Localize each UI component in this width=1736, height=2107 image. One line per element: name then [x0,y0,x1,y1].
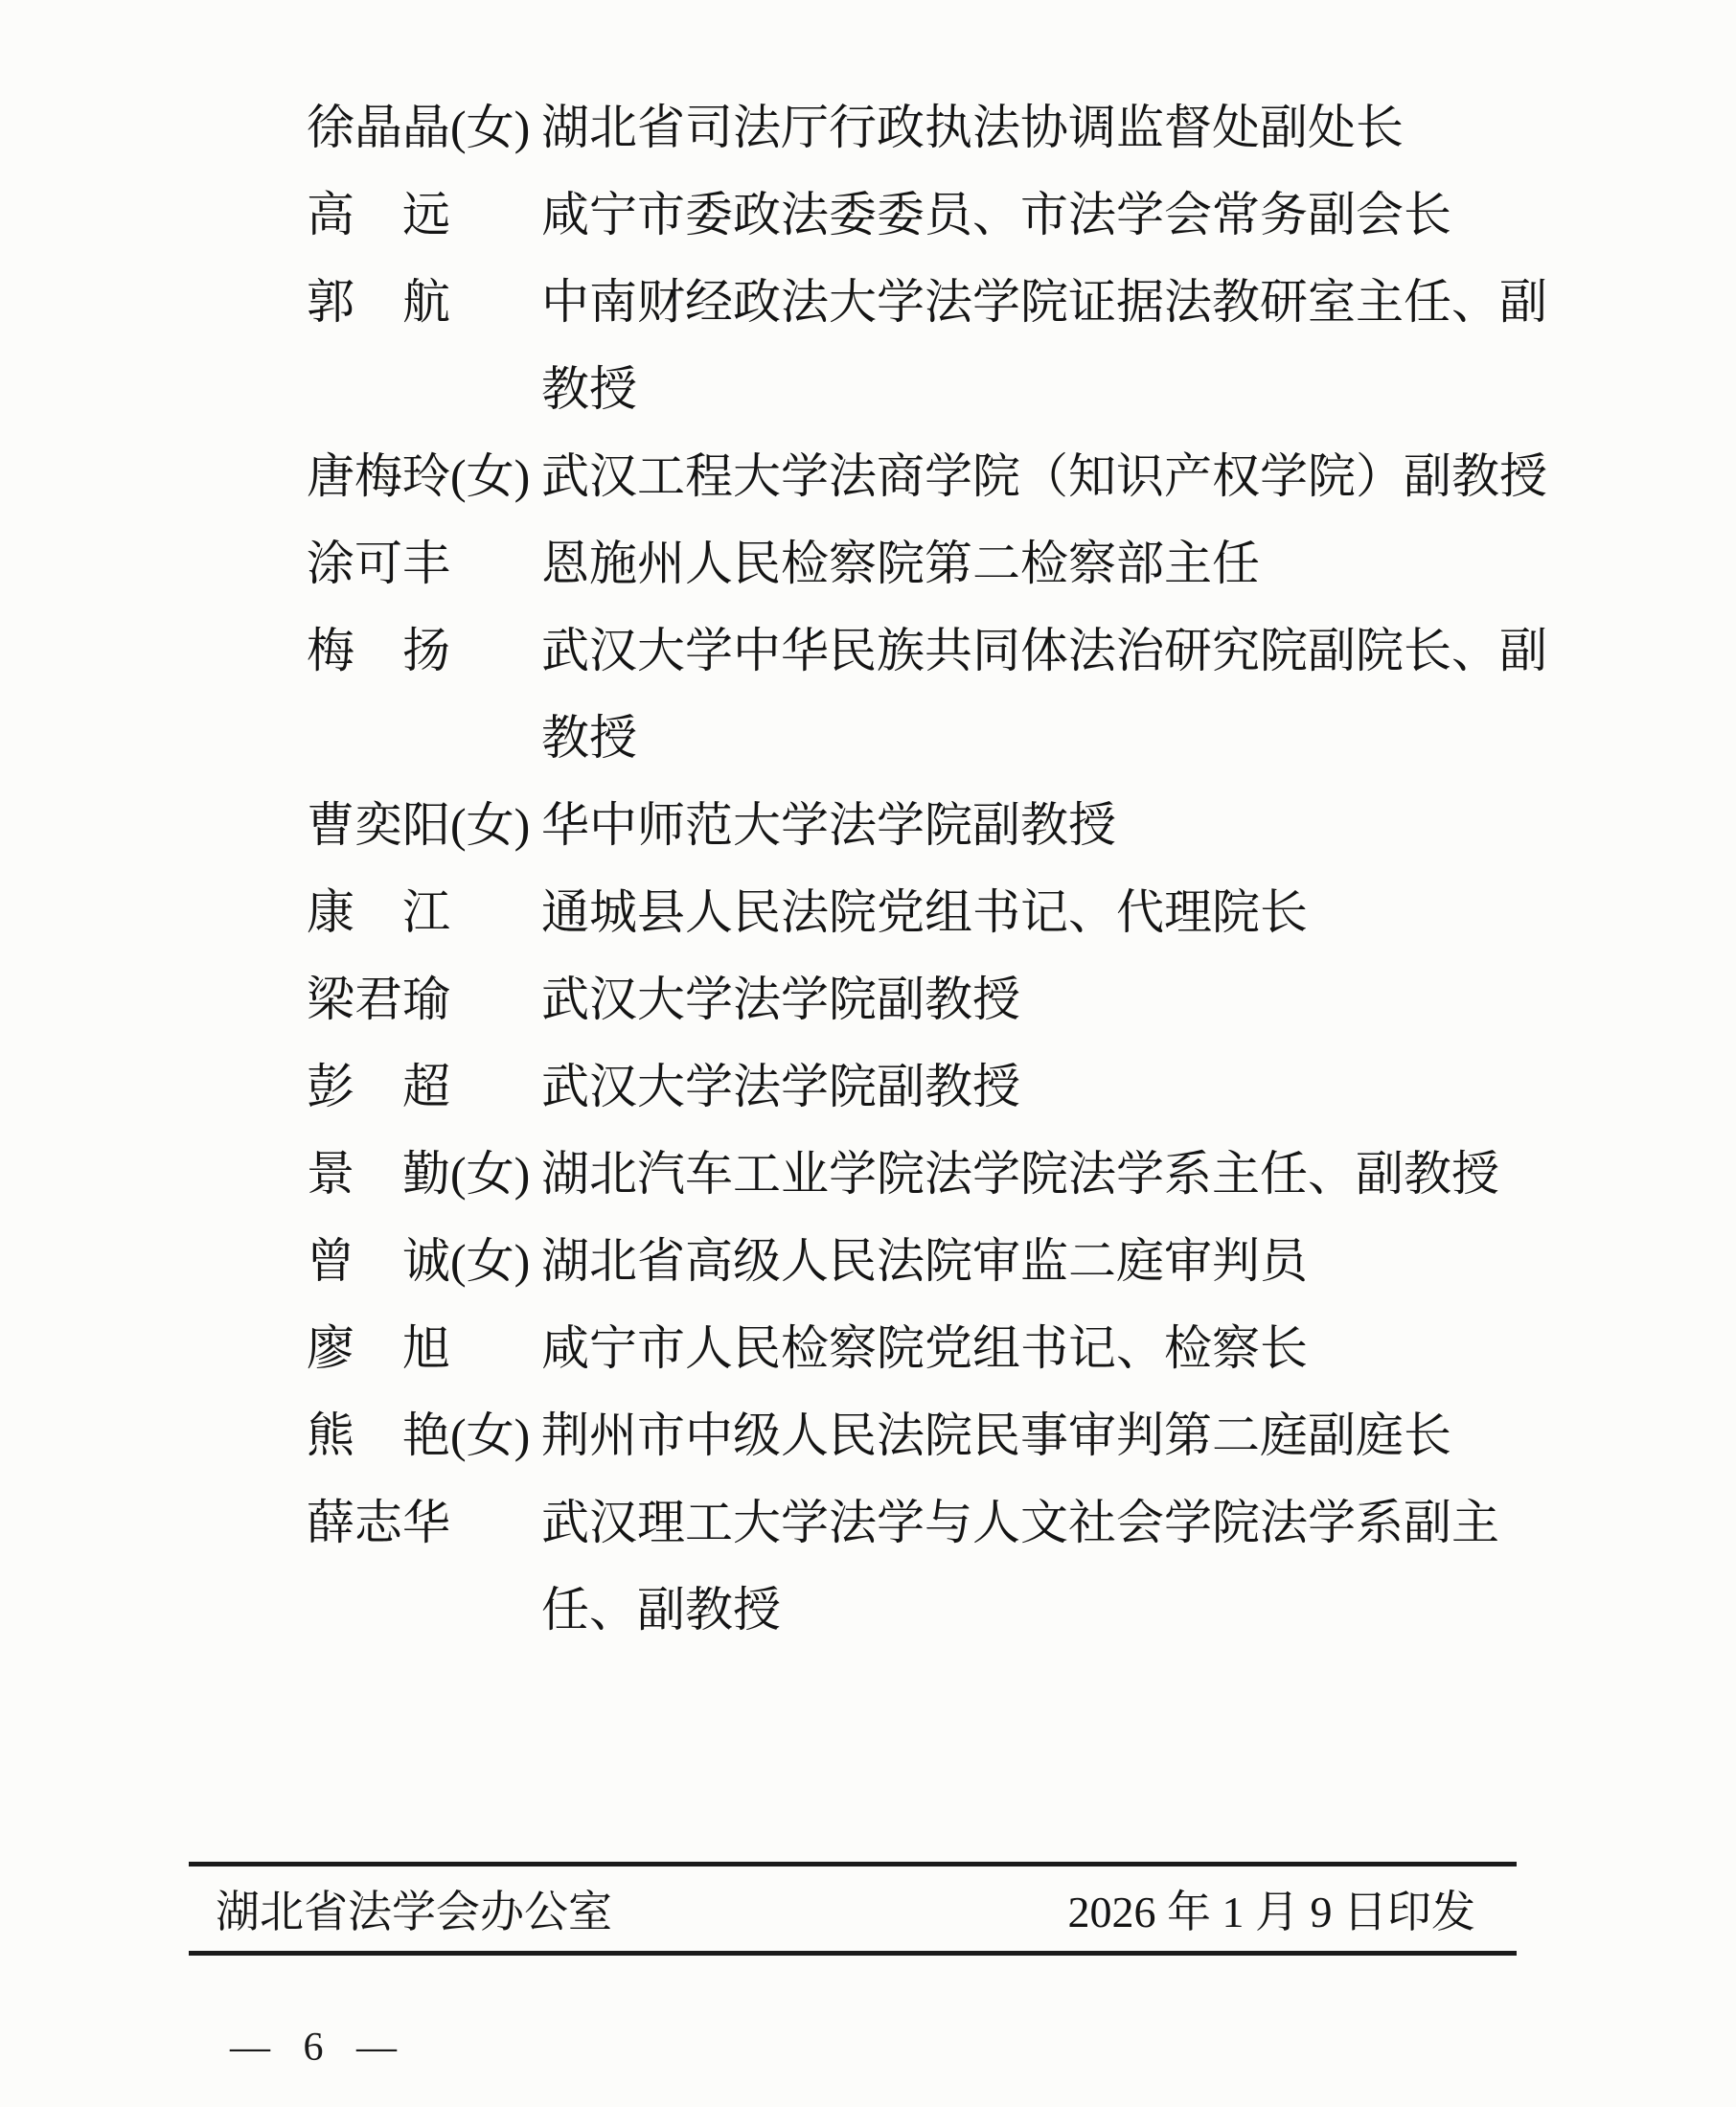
entry-description-line: 武汉工程大学法商学院（知识产权学院）副教授 [541,449,1547,503]
entry-description [541,84,1514,172]
entry-name: 高远 [307,188,450,241]
entry-row [307,869,1514,956]
entry-description-line: 湖北汽车工业学院法学院法学系主任、副教授 [541,1147,1499,1201]
entry-description-line: 咸宁市委政法委委员、市法学会常务副会长 [541,188,1451,241]
entry-description [541,1131,1514,1218]
entry-name: 涂可丰 [307,537,450,590]
entry-description-line: 华中师范大学法学院副教授 [541,798,1116,852]
entry-description-line: 武汉大学中华民族共同体法治研究院副院长、副 [541,624,1547,677]
entry-name: 景勤 [307,1147,450,1201]
entry-name: 薛志华 [307,1496,450,1549]
entry-description-line: 荆州市中级人民法院民事审判第二庭副庭长 [541,1408,1451,1462]
entry-description [541,1479,1514,1654]
entry-row [307,172,1514,259]
entry-row [307,259,1547,433]
entry-row [307,520,1514,607]
appointee-list [307,84,1547,1654]
entry-gender-marker: (女) [450,101,531,154]
entry-name: 曾诚 [307,1234,450,1288]
entry-description [541,1392,1514,1479]
entry-description-continuation: 任、副教授 [541,1583,781,1637]
entry-description-line: 咸宁市人民检察院党组书记、检察长 [541,1321,1308,1375]
entry-name: 彭超 [307,1060,450,1113]
entry-description-line: 湖北省高级人民法院审监二庭审判员 [541,1234,1308,1288]
entry-name: 梅扬 [307,624,450,677]
footer-print-date: 2026 年 1 月 9 日印发 [1067,1888,1475,1936]
entry-description [541,520,1514,607]
entry-name: 熊艳 [307,1408,450,1462]
entry-description [541,869,1514,956]
entry-description-line: 武汉理工大学法学与人文社会学院法学系副主 [541,1496,1499,1549]
footer-rule-bottom [189,1951,1517,1956]
entry-gender-marker: (女) [450,1234,531,1288]
entry-description-line: 通城县人民法院党组书记、代理院长 [541,885,1308,939]
footer [216,1867,1475,1951]
entry-description-line: 湖北省司法厅行政执法协调监督处副处长 [541,101,1404,154]
entry-name: 梁君瑜 [307,973,450,1026]
entry-description-line: 武汉大学法学院副教授 [541,973,1020,1026]
entry-name: 康江 [307,885,450,939]
entry-row [307,1043,1514,1131]
entry-description [541,259,1547,433]
entry-gender-marker: (女) [450,1408,531,1462]
entry-gender-marker: (女) [450,449,531,503]
entry-name: 廖旭 [307,1321,450,1375]
entry-description-continuation: 教授 [541,711,637,765]
entry-description-line: 武汉大学法学院副教授 [541,1060,1020,1113]
footer-office-name: 湖北省法学会办公室 [216,1888,612,1936]
entry-row [307,433,1547,520]
entry-gender-marker: (女) [450,1147,531,1201]
entry-name: 郭航 [307,275,450,329]
entry-row [307,782,1514,869]
entry-name: 曹奕阳 [307,798,450,852]
entry-row [307,1479,1514,1654]
entry-row [307,1305,1514,1392]
entry-description [541,607,1547,782]
entry-description-continuation: 教授 [541,362,637,416]
entry-row [307,1131,1514,1218]
entry-description [541,433,1547,520]
entry-row [307,956,1514,1043]
entry-row [307,84,1514,172]
entry-row [307,1392,1514,1479]
entry-name: 唐梅玲 [307,449,450,503]
entry-description-line: 中南财经政法大学法学院证据法教研室主任、副 [541,275,1547,329]
entry-description-line: 恩施州人民检察院第二检察部主任 [541,537,1260,590]
page-number: — 6 — [230,2026,397,2070]
entry-row [307,1218,1514,1305]
entry-description [541,172,1514,259]
entry-row [307,607,1547,782]
entry-description [541,1043,1514,1131]
entry-description [541,782,1514,869]
entry-name: 徐晶晶 [307,101,450,154]
entry-description [541,956,1514,1043]
entry-description [541,1305,1514,1392]
entry-gender-marker: (女) [450,798,531,852]
entry-description [541,1218,1514,1305]
